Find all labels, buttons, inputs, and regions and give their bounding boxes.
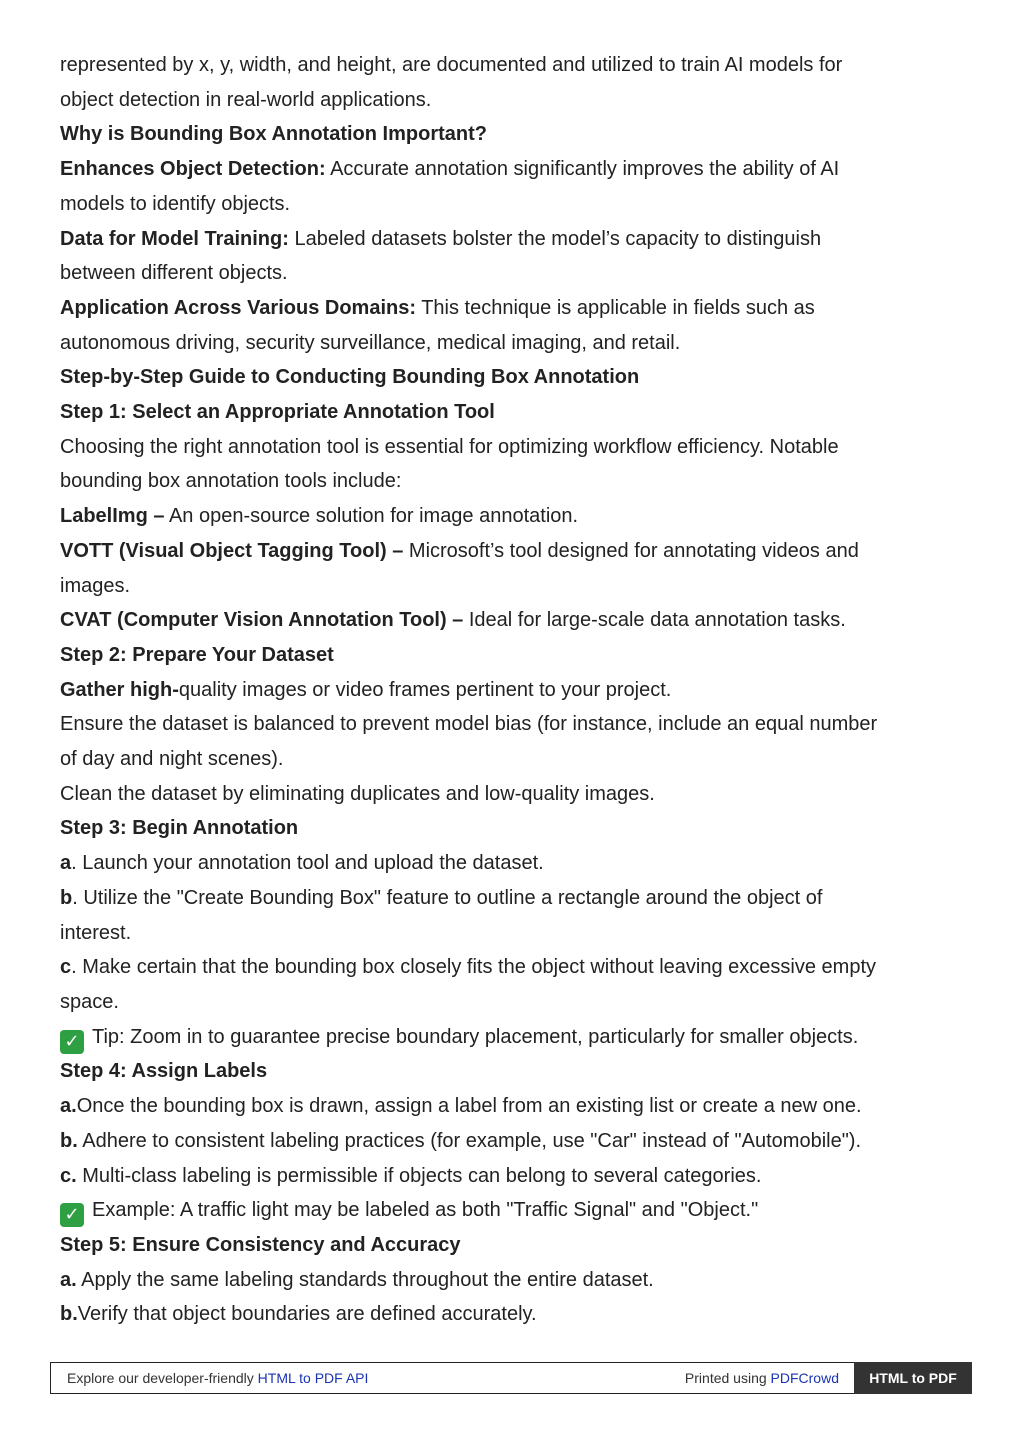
body-text: Apply the same labeling standards throughout the entire dataset. (76, 1268, 654, 1291)
body-text: of day and night scenes). (60, 748, 284, 771)
text-line (60, 916, 960, 951)
body-text: . Utilize the "Create Bounding Box" feature to outline a rectangle around the object of (72, 886, 823, 909)
body-text: models to identify objects. (60, 192, 291, 215)
bold-text: Step 2: Prepare Your Dataset (60, 643, 334, 666)
bold-text: Step 3: Begin Annotation (60, 817, 299, 840)
text-line (60, 1124, 960, 1159)
text-line (60, 985, 960, 1020)
text-line (60, 430, 960, 465)
text-line (60, 464, 960, 499)
bold-text: Step 1: Select an Appropriate Annotation Tool (60, 401, 495, 424)
check-mark-icon: ✓ (60, 1203, 84, 1227)
body-text: images. (60, 574, 131, 597)
text-line (60, 1089, 960, 1124)
text-line (60, 1020, 960, 1055)
body-text: Adhere to consistent labeling practices (for example, use "Car" instead of "Automobile"). (77, 1129, 862, 1152)
bold-text: Step 4: Assign Labels (60, 1060, 268, 1083)
bold-text: b. (60, 1303, 78, 1326)
bold-text: Enhances Object Detection: (60, 158, 326, 181)
footer-explore-text: Explore our developer-friendly (67, 1370, 258, 1386)
text-line (60, 499, 960, 534)
body-text: Clean the dataset by eliminating duplicates and low-quality images. (60, 782, 655, 805)
text-line (60, 603, 960, 638)
bold-text: Application Across Various Domains: (60, 296, 417, 319)
bold-text: c. (60, 1164, 77, 1187)
text-line (60, 638, 960, 673)
footer-printed-text: Printed using (684, 1370, 771, 1386)
bold-text: VOTT (Visual Object Tagging Tool) – (60, 539, 404, 562)
body-text: Tip: Zoom in to guarantee precise boundary placement, particularly for smaller objects. (92, 1025, 859, 1048)
body-text: Multi-class labeling is permissible if objects can belong to several categories. (76, 1164, 762, 1187)
bold-text: Why is Bounding Box Annotation Important? (60, 123, 487, 146)
text-line (60, 48, 960, 83)
body-text: Accurate annotation significantly improves the ability of AI (325, 158, 840, 181)
bold-text: Step 5: Ensure Consistency and Accuracy (60, 1233, 461, 1256)
bold-text: Data for Model Training: (60, 227, 289, 250)
body-text: object detection in real-world applications. (60, 88, 432, 111)
body-text: interest. (60, 921, 132, 944)
bold-text: a. (60, 1095, 77, 1118)
body-text: between different objects. (60, 262, 288, 285)
body-text: Microsoft’s tool designed for annotating videos and (403, 539, 859, 562)
body-text: . Make certain that the bounding box closely fits the object without leaving excessive empty (71, 956, 877, 979)
text-line (60, 569, 960, 604)
bold-text: a (60, 852, 72, 875)
text-line (60, 222, 960, 257)
text-line (60, 291, 960, 326)
text-line (60, 1297, 960, 1332)
text-line (60, 117, 960, 152)
bold-text: b. (60, 1129, 78, 1152)
text-line (60, 881, 960, 916)
bold-text: c (60, 956, 72, 979)
text-line (60, 1263, 960, 1298)
html-to-pdf-api-link[interactable]: HTML to PDF API (257, 1370, 369, 1386)
body-text: bounding box annotation tools include: (60, 470, 402, 493)
text-line (60, 1054, 960, 1089)
bold-text: Gather high- (60, 678, 179, 701)
text-line (60, 1159, 960, 1194)
body-text: Ensure the dataset is balanced to prevent model bias (for instance, include an equal number (60, 713, 878, 736)
footer-printed (685, 1363, 839, 1393)
text-line (60, 707, 960, 742)
html-to-pdf-button[interactable]: HTML to PDF (854, 1362, 972, 1394)
text-line (60, 395, 960, 430)
text-line (60, 846, 960, 881)
body-text: Choosing the right annotation tool is essential for optimizing workflow efficiency. Notable (60, 435, 839, 458)
body-text: represented by x, y, width, and height, are documented and utilized to train AI models for (60, 54, 843, 76)
text-line (60, 673, 960, 708)
body-text: Once the bounding box is drawn, assign a label from an existing list or create a new one. (76, 1095, 862, 1118)
body-text: This technique is applicable in fields such as (416, 296, 815, 319)
text-line (60, 1228, 960, 1263)
bold-text: a. (60, 1268, 77, 1291)
text-line (60, 83, 960, 118)
document-body (60, 48, 960, 1332)
pdfcrowd-link[interactable]: PDFCrowd (770, 1370, 839, 1386)
text-line (60, 742, 960, 777)
body-text: quality images or video frames pertinent to your project. (178, 678, 672, 701)
text-line (60, 326, 960, 361)
text-line (60, 950, 960, 985)
check-mark-icon: ✓ (60, 1030, 84, 1054)
text-line (60, 360, 960, 395)
footer-explore (67, 1363, 368, 1393)
text-line (60, 256, 960, 291)
bold-text: Step-by-Step Guide to Conducting Bounding Box Annotation (60, 366, 640, 389)
body-text: . Launch your annotation tool and upload the dataset. (71, 852, 544, 875)
body-text: An open-source solution for image annotation. (164, 505, 579, 528)
body-text: Ideal for large-scale data annotation tasks. (463, 609, 846, 632)
body-text: Labeled datasets bolster the model’s capacity to distinguish (288, 227, 822, 250)
text-line (60, 811, 960, 846)
text-line (60, 534, 960, 569)
text-line (60, 1193, 960, 1228)
body-text: Verify that object boundaries are defined accurately. (77, 1303, 537, 1326)
text-line (60, 152, 960, 187)
body-text: Example: A traffic light may be labeled as both "Traffic Signal" and "Object." (92, 1199, 759, 1222)
bold-text: CVAT (Computer Vision Annotation Tool) – (60, 609, 464, 632)
bold-text: LabelImg – (60, 505, 165, 528)
text-line (60, 777, 960, 812)
body-text: autonomous driving, security surveillance, medical imaging, and retail. (60, 331, 681, 354)
pdfcrowd-footer (50, 1362, 972, 1394)
text-line (60, 187, 960, 222)
bold-text: b (60, 886, 73, 909)
body-text: space. (60, 990, 119, 1013)
